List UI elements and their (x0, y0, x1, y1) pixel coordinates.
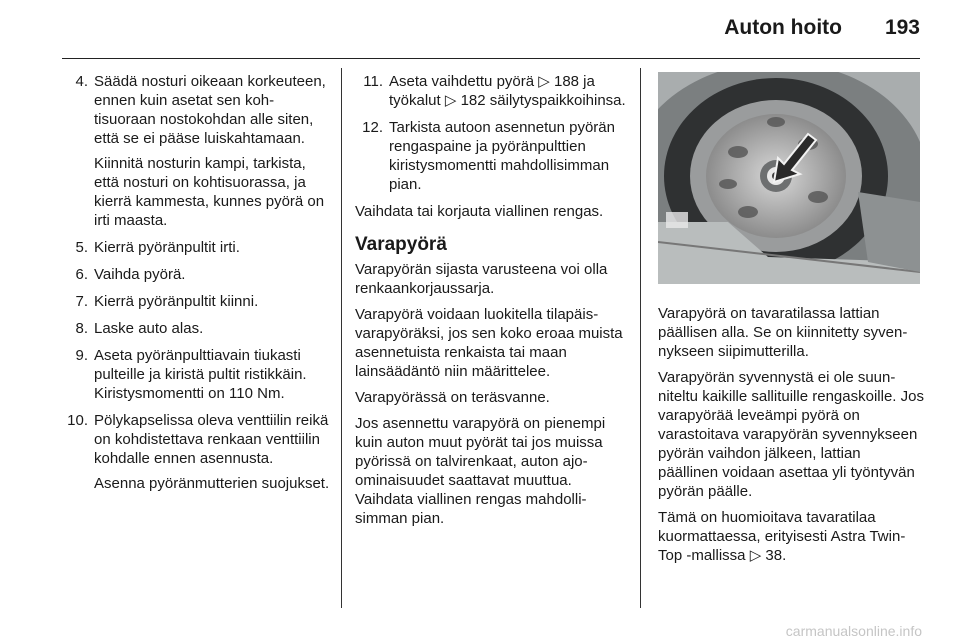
note-text: Vaihdata tai korjauta viallinen rengas. (355, 203, 604, 220)
paragraph: Varapyörän syvennystä ei ole suunniteltu kaikille sallituille rengaskoille. Jos varapyörää leveämpi pyörä on varastoitava varapyörän syvennykseen pyörän vaihdon jälkeen, lattian päällinen voidaan asettaa yli työntyvän pyörän päälle. (658, 369, 924, 500)
page-ref-arrow-icon: ▷ (444, 91, 457, 109)
step-5 (44, 238, 330, 257)
step-number: 7. (75, 293, 88, 310)
column-3 (658, 72, 924, 572)
column-2 (355, 72, 631, 535)
page-ref-arrow-icon: ▷ (749, 546, 762, 564)
step-text: Laske auto alas. (94, 320, 204, 337)
step-text: Vaihda pyörä. (94, 266, 186, 283)
step-number: 12. (362, 119, 383, 136)
text-fragment: 188 ja työkalut (389, 73, 595, 109)
step-8 (44, 319, 330, 338)
step-text: Aseta pyöränpulttiavain tiukasti pulteille ja kiristä pultit ristikkäin. Kiristysmomentti on 110 Nm. (94, 347, 307, 402)
paragraph: Varapyörän sijasta varusteena voi olla renkaankorjaussarja. (355, 261, 608, 297)
step-number: 5. (75, 239, 88, 256)
text-fragment: 38. (761, 547, 787, 564)
step-4 (44, 72, 330, 230)
step-number: 4. (75, 73, 88, 90)
step-7 (44, 292, 330, 311)
paragraph: Varapyörässä on teräsvanne. (355, 389, 550, 406)
spare-wheel-photo (658, 72, 920, 284)
header-rule (62, 58, 920, 59)
step-6 (44, 265, 330, 284)
step-text: Pölykapselissa oleva venttiilin reikä on kohdistettava renkaan venttiilin kohdalle ennen asennusta. (94, 412, 329, 467)
paragraph (658, 508, 924, 565)
step-text: Kierrä pyöränpultit kiinni. (94, 293, 259, 310)
text-fragment: Tämä on huomioitava tavaratilaa kuormattaessa, erityisesti Astra TwinTop -mallissa (658, 509, 906, 564)
text-fragment: Aseta vaihdettu pyörä (389, 73, 539, 90)
step-9 (44, 346, 330, 403)
step-number: 6. (75, 266, 88, 283)
step-11 (355, 72, 631, 110)
paragraph: Varapyörä voidaan luokitella tilapäisvarapyöräksi, jos sen koko eroaa muista asennetuista renkaista tai maan lainsäädäntö niin määrittelee. (355, 306, 623, 380)
step-text: Asenna pyöränmutterien suojukset. (94, 475, 330, 492)
spare-wheel-illustration (658, 72, 920, 284)
step-text: Säädä nosturi oikeaan korkeuteen, ennen kuin asetat sen kohtisuoraan nostokohdan alle siten, että se ei pääse luiskahtamaan. (94, 73, 326, 147)
text-fragment: 182 säilytyspaikkoihinsa. (456, 92, 626, 109)
step-number: 9. (75, 347, 88, 364)
page-ref-arrow-icon: ▷ (538, 72, 550, 90)
page-number: 193 (884, 16, 920, 39)
paragraph: Jos asennettu varapyörä on pienempi kuin auton muut pyörät tai jos muissa pyörissä on talvirenkaat, auton ajoominaisuudet saattavat muuttua. Vaihdata viallinen rengas mahdollisimman pian. (355, 415, 606, 527)
section-heading: Varapyörä (355, 234, 447, 255)
step-number: 11. (363, 73, 383, 90)
section-title: Auton hoito (724, 16, 842, 39)
step-number: 8. (75, 320, 88, 337)
step-number: 10. (67, 412, 88, 429)
step-text: Kiinnitä nosturin kampi, tarkista, että nosturi on kohtisuorassa, ja kierrä kammesta, kunnes pyörä on irti maasta. (94, 155, 325, 229)
page-header (0, 0, 960, 60)
step-text: Tarkista autoon asennetun pyörän rengaspaine ja pyöränpulttien kiristysmomentti mahdollisimman pian. (389, 119, 615, 193)
column-divider-1 (341, 68, 342, 608)
step-text (389, 72, 631, 110)
step-12 (355, 118, 631, 194)
step-10 (44, 411, 330, 493)
watermark: carmanualsonline.info (785, 623, 922, 639)
paragraph: Varapyörä on tavaratilassa lattian päällisen alla. Se on kiinnitetty syvennykseen siipimutterilla. (658, 305, 908, 360)
column-divider-2 (640, 68, 641, 608)
step-text: Kierrä pyöränpultit irti. (94, 239, 240, 256)
column-1 (44, 72, 330, 501)
